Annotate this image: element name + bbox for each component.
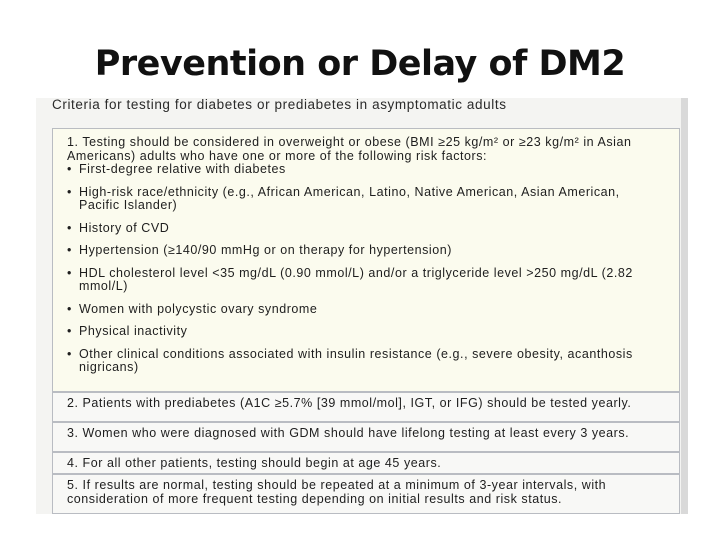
criterion-2-box: 2. Patients with prediabetes (A1C ≥5.7% [39 mmol/mol], IGT, or IFG) should be tested yearly.: [52, 392, 680, 422]
risk-factor-item: • First-degree relative with diabetes: [67, 163, 661, 177]
risk-factor-item: • Women with polycystic ovary syndrome: [67, 303, 661, 317]
risk-factor-item: • History of CVD: [67, 222, 661, 236]
criterion-5-box: 5. If results are normal, testing should be repeated at a minimum of 3-year intervals, with consideration of more frequent testing depending on initial results and risk status.: [52, 474, 680, 514]
criterion-4-box: 4. For all other patients, testing should begin at age 45 years.: [52, 452, 680, 474]
risk-factor-item: • High-risk race/ethnicity (e.g., African American, Latino, Native American, Asian American, Pacific Islander): [67, 186, 661, 213]
criteria-table-image: [36, 98, 688, 514]
risk-factor-item: • HDL cholesterol level <35 mg/dL (0.90 mmol/L) and/or a triglyceride level >250 mg/dL (2.82 mmol/L): [67, 267, 661, 294]
criterion-1-intro: 1. Testing should be considered in overweight or obese (BMI ≥25 kg/m² or ≥23 kg/m² in Asian Americans) adults who have one or more of the following risk factors:: [67, 135, 632, 163]
risk-factor-list: [67, 163, 661, 375]
slide-title: Prevention or Delay of DM2: [94, 44, 626, 84]
risk-factor-item: • Other clinical conditions associated with insulin resistance (e.g., severe obesity, acanthosis nigricans): [67, 348, 661, 375]
scan-edge: [681, 98, 688, 514]
risk-factor-item: • Physical inactivity: [67, 325, 661, 339]
table-header: Criteria for testing for diabetes or prediabetes in asymptomatic adults: [52, 98, 507, 112]
criterion-1-box: [52, 128, 680, 392]
criterion-3-box: 3. Women who were diagnosed with GDM should have lifelong testing at least every 3 years.: [52, 422, 680, 452]
risk-factor-item: • Hypertension (≥140/90 mmHg or on therapy for hypertension): [67, 244, 661, 258]
